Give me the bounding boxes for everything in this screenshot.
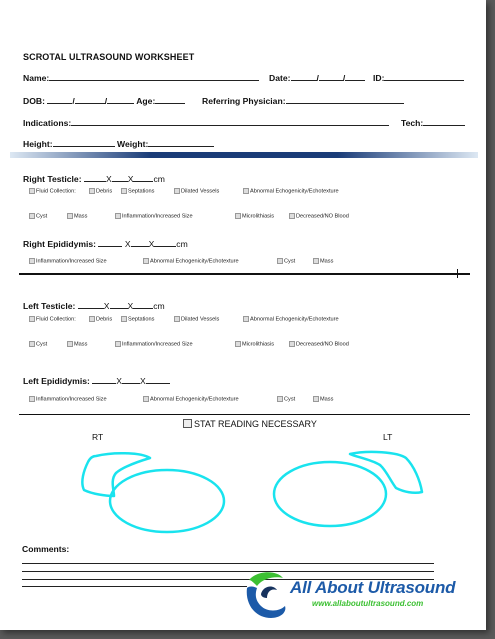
- checkbox-icon: [29, 316, 35, 322]
- checkbox-icon: [143, 258, 149, 264]
- checkbox-icon: [29, 396, 35, 402]
- option-checkbox[interactable]: Fluid Collection:: [29, 316, 76, 322]
- option-checkbox[interactable]: Debris: [89, 188, 112, 194]
- date-month-field[interactable]: [291, 71, 317, 81]
- comments-label: Comments:: [22, 544, 70, 554]
- option-checkbox[interactable]: Mass: [67, 341, 87, 347]
- dim-x: X: [127, 301, 134, 311]
- tech-field[interactable]: [423, 116, 465, 126]
- referring-field[interactable]: [286, 94, 404, 104]
- date-row: [269, 71, 365, 83]
- dim-x: X: [148, 239, 155, 249]
- left-epididymis-label: Left Epididymis:: [23, 376, 90, 386]
- header-divider: [10, 152, 478, 158]
- right-testicle-row: [23, 172, 165, 184]
- stat-label: STAT READING NECESSARY: [194, 419, 317, 429]
- dim-x: X: [139, 376, 146, 386]
- checkbox-icon: [29, 188, 35, 194]
- comment-line[interactable]: [22, 563, 434, 564]
- checkbox-icon: [243, 316, 249, 322]
- dob-row: [23, 94, 185, 106]
- right-testicle-outline: [110, 470, 224, 532]
- checkbox-icon: [289, 341, 295, 347]
- option-checkbox[interactable]: Abnormal Echogenicity/Echotexture: [143, 396, 239, 402]
- id-field[interactable]: [384, 71, 464, 81]
- divider-tick: [457, 269, 458, 278]
- dob-label: DOB:: [23, 96, 45, 106]
- option-checkbox[interactable]: Cyst: [29, 213, 47, 219]
- option-checkbox[interactable]: Dilated Vessels: [174, 188, 219, 194]
- indications-field[interactable]: [71, 116, 389, 126]
- dob-slash: /: [104, 96, 108, 106]
- name-label: Name:: [23, 73, 50, 83]
- scrotal-diagram: [0, 440, 486, 540]
- age-field[interactable]: [155, 94, 185, 104]
- dim-field[interactable]: [84, 172, 106, 182]
- checkbox-icon: [235, 341, 241, 347]
- option-checkbox[interactable]: Mass: [313, 258, 333, 264]
- referring-row: [202, 94, 404, 106]
- dim-field[interactable]: [98, 237, 122, 247]
- option-checkbox[interactable]: Debris: [89, 316, 112, 322]
- option-checkbox[interactable]: Cyst: [29, 341, 47, 347]
- dim-unit: cm: [153, 174, 165, 184]
- checkbox-icon: [115, 341, 121, 347]
- checkbox-icon: [29, 213, 35, 219]
- logo-name: All About Ultrasound: [290, 578, 456, 597]
- dim-field[interactable]: [133, 299, 153, 309]
- dim-field[interactable]: [154, 237, 176, 247]
- option-checkbox[interactable]: Cyst: [277, 396, 295, 402]
- dob-month-field[interactable]: [47, 94, 75, 106]
- worksheet-title: SCROTAL ULTRASOUND WORKSHEET: [23, 52, 195, 62]
- checkbox-icon: [29, 341, 35, 347]
- checkbox-icon: [235, 213, 241, 219]
- checkbox-icon: [67, 213, 73, 219]
- comment-line[interactable]: [22, 586, 247, 587]
- stat-checkbox[interactable]: [183, 419, 317, 429]
- date-day-field[interactable]: [316, 71, 346, 83]
- dim-unit: cm: [176, 239, 188, 249]
- right-testicle-label: Right Testicle:: [23, 174, 82, 184]
- left-testicle-outline: [274, 462, 386, 526]
- option-checkbox[interactable]: Septations: [121, 316, 154, 322]
- option-checkbox[interactable]: Fluid Collection:: [29, 188, 76, 194]
- checkbox-icon: [115, 213, 121, 219]
- date-label: Date:: [269, 73, 291, 83]
- tech-row: [401, 116, 465, 128]
- option-checkbox[interactable]: Septations: [121, 188, 154, 194]
- section-divider: [19, 414, 470, 415]
- checkbox-icon: [121, 316, 127, 322]
- checkbox-icon: [277, 396, 283, 402]
- dim-field[interactable]: [112, 172, 128, 182]
- section-divider: [19, 273, 470, 275]
- checkbox-icon: [29, 258, 35, 264]
- logo-swirl-icon: [241, 570, 289, 622]
- option-checkbox[interactable]: Inflammation/Increased Size: [29, 396, 107, 402]
- lt-label: LT: [383, 432, 393, 442]
- dim-field[interactable]: [133, 172, 153, 182]
- weight-label: Weight:: [117, 139, 149, 149]
- option-checkbox[interactable]: Dilated Vessels: [174, 316, 219, 322]
- checkbox-icon: [174, 188, 180, 194]
- dim-field[interactable]: [122, 374, 140, 384]
- checkbox-icon: [174, 316, 180, 322]
- option-checkbox[interactable]: Abnormal Echogenicity/Echotexture: [243, 316, 339, 322]
- dob-year-field[interactable]: [104, 94, 134, 106]
- weight-field[interactable]: [148, 137, 214, 147]
- dob-day-field[interactable]: [75, 94, 108, 106]
- checkbox-icon: [89, 188, 95, 194]
- right-epididymis-label: Right Epididymis:: [23, 239, 97, 249]
- date-year-field[interactable]: [342, 71, 365, 83]
- name-field[interactable]: [49, 71, 259, 81]
- dim-x: X: [127, 174, 134, 184]
- height-field[interactable]: [53, 137, 115, 147]
- age-label: Age:: [136, 96, 156, 106]
- checkbox-icon: [243, 188, 249, 194]
- option-checkbox[interactable]: Microlithiasis: [235, 341, 274, 347]
- option-checkbox[interactable]: Inflammation/Increased Size: [29, 258, 107, 264]
- referring-label: Referring Physician:: [202, 96, 286, 106]
- option-checkbox[interactable]: Cyst: [277, 258, 295, 264]
- dim-x: X: [105, 174, 112, 184]
- right-epididymis-row: [23, 237, 188, 249]
- logo-url[interactable]: www.allaboutultrasound.com: [312, 599, 424, 608]
- rt-label: RT: [92, 432, 104, 442]
- checkbox-icon: [289, 213, 295, 219]
- option-checkbox[interactable]: Microlithiasis: [235, 213, 274, 219]
- left-epididymis-row: [23, 374, 170, 386]
- dim-field[interactable]: [110, 299, 128, 309]
- checkbox-icon: [183, 419, 192, 428]
- diagram-outlines: [82, 452, 422, 532]
- option-checkbox[interactable]: Inflammation/Increased Size: [115, 213, 193, 219]
- option-checkbox[interactable]: Mass: [67, 213, 87, 219]
- checkbox-icon: [277, 258, 283, 264]
- date-slash: /: [342, 73, 346, 83]
- checkbox-icon: [313, 396, 319, 402]
- dim-field[interactable]: [131, 237, 149, 247]
- dim-x: X: [103, 301, 110, 311]
- date-slash: /: [316, 73, 319, 83]
- dim-field[interactable]: [78, 299, 104, 309]
- left-epididymis-outline: [350, 452, 422, 493]
- checkbox-icon: [313, 258, 319, 264]
- height-weight-row: [23, 137, 214, 149]
- dob-slash: /: [72, 96, 75, 106]
- dim-field[interactable]: [92, 374, 116, 384]
- dim-field[interactable]: [146, 374, 170, 384]
- dim-unit: cm: [153, 301, 165, 311]
- comment-line[interactable]: [22, 571, 434, 572]
- name-row: [23, 71, 259, 83]
- dim-x: X: [116, 376, 122, 386]
- id-label: ID:: [373, 73, 385, 83]
- dim-x: X: [124, 239, 131, 249]
- checkbox-icon: [121, 188, 127, 194]
- option-checkbox[interactable]: Abnormal Echogenicity/Echotexture: [243, 188, 339, 194]
- height-label: Height:: [23, 139, 53, 149]
- left-testicle-row: [23, 299, 165, 311]
- option-checkbox[interactable]: Abnormal Echogenicity/Echotexture: [143, 258, 239, 264]
- indications-row: [23, 116, 389, 128]
- checkbox-icon: [67, 341, 73, 347]
- tech-label: Tech:: [401, 118, 424, 128]
- option-checkbox[interactable]: Mass: [313, 396, 333, 402]
- indications-label: Indications:: [23, 118, 72, 128]
- left-testicle-label: Left Testicle:: [23, 301, 76, 311]
- id-row: [373, 71, 464, 83]
- checkbox-icon: [143, 396, 149, 402]
- option-checkbox[interactable]: Decreased/NO Blood: [289, 213, 349, 219]
- checkbox-icon: [89, 316, 95, 322]
- option-checkbox[interactable]: Decreased/NO Blood: [289, 341, 349, 347]
- option-checkbox[interactable]: Inflammation/Increased Size: [115, 341, 193, 347]
